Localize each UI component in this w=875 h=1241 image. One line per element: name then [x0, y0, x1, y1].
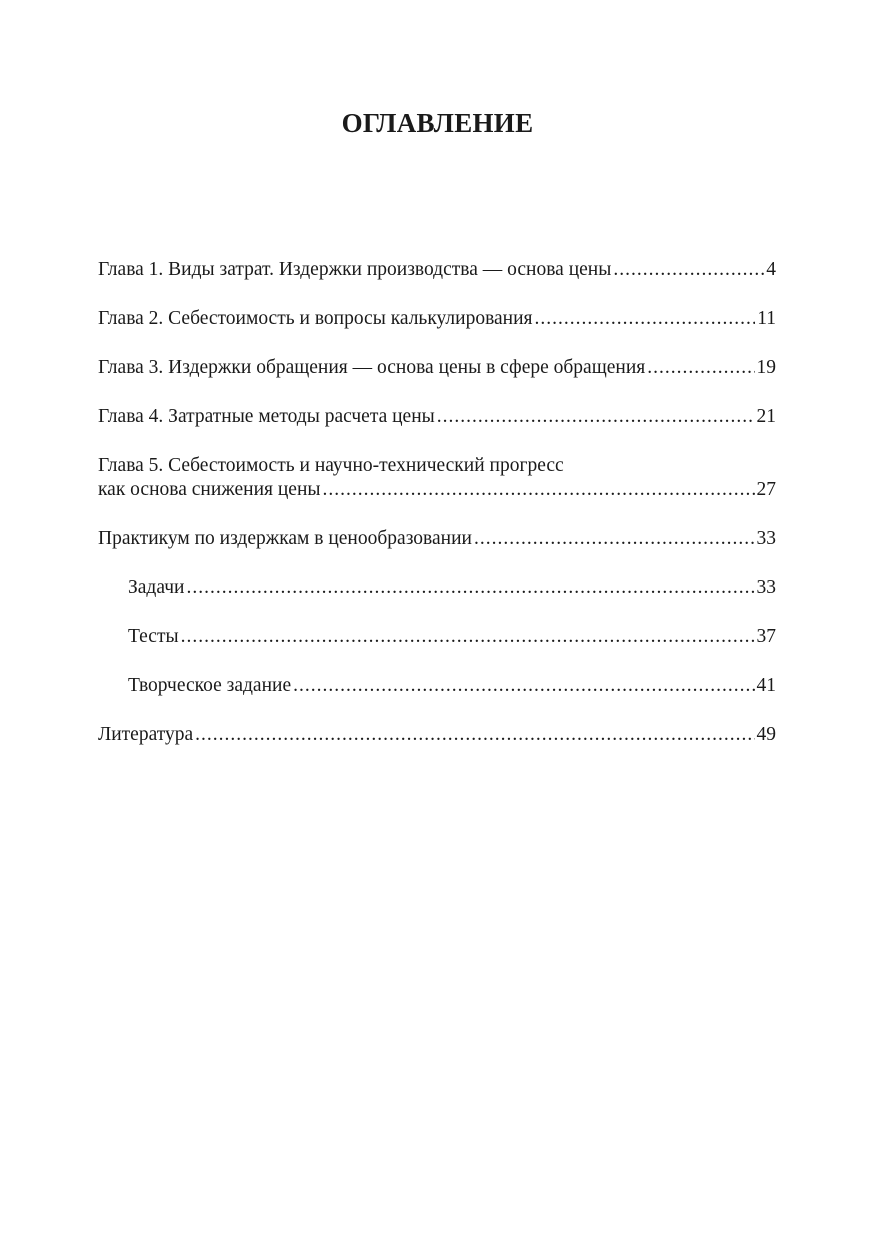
dot-leader: [195, 723, 754, 747]
toc-page-number: 41: [756, 675, 776, 696]
toc-entry-title-line-1: Глава 5. Себестоимость и научно-технический прогресс: [98, 455, 564, 476]
toc-entry-tests[interactable]: [128, 625, 776, 649]
toc-page-number: 33: [756, 528, 776, 549]
toc-entry-title: Глава 1. Виды затрат. Издержки производства — основа цены: [98, 259, 612, 280]
toc-page-number: 11: [757, 308, 776, 329]
toc-entry-title: Тесты: [128, 626, 179, 647]
toc-page-number: 33: [756, 577, 776, 598]
toc-entry-title: Задачи: [128, 577, 185, 598]
toc-entry-title: Творческое задание: [128, 675, 292, 696]
toc-entry-title: Глава 2. Себестоимость и вопросы калькулирования: [98, 308, 533, 329]
dot-leader: [437, 405, 755, 429]
toc-entry-tasks[interactable]: [128, 576, 776, 600]
toc-page-number: 37: [756, 626, 776, 647]
toc-page-number: 4: [766, 259, 776, 280]
toc-entry-literature[interactable]: [98, 723, 776, 747]
dot-leader: [474, 527, 755, 551]
page-title: ОГЛАВЛЕНИЕ: [341, 108, 534, 138]
toc-page-number: 19: [756, 357, 776, 378]
dot-leader: [613, 258, 764, 282]
toc-entry-chapter-1[interactable]: [98, 258, 776, 282]
toc-page-number: 27: [756, 479, 776, 500]
table-of-contents: [98, 258, 776, 772]
dot-leader: [535, 307, 756, 331]
toc-entry-title: Глава 3. Издержки обращения — основа цены в сфере обращения: [98, 357, 646, 378]
toc-entry-chapter-5[interactable]: [98, 454, 776, 502]
toc-page-number: 49: [756, 724, 776, 745]
toc-entry-title: Практикум по издержкам в ценообразовании: [98, 528, 472, 549]
dot-leader: [186, 576, 754, 600]
toc-entry-title: Глава 4. Затратные методы расчета цены: [98, 406, 435, 427]
toc-entry-practicum[interactable]: [98, 527, 776, 551]
dot-leader: [181, 625, 755, 649]
toc-entry-chapter-3[interactable]: [98, 356, 776, 380]
toc-entry-title-line-2: как основа снижения цены: [98, 479, 321, 500]
dot-leader: [293, 674, 754, 698]
dot-leader: [647, 356, 754, 380]
toc-entry-chapter-2[interactable]: [98, 307, 776, 331]
toc-entry-title: Литература: [98, 724, 194, 745]
toc-page-number: 21: [756, 406, 776, 427]
dot-leader: [322, 478, 754, 502]
toc-entry-chapter-4[interactable]: [98, 405, 776, 429]
toc-entry-creative-task[interactable]: [128, 674, 776, 698]
